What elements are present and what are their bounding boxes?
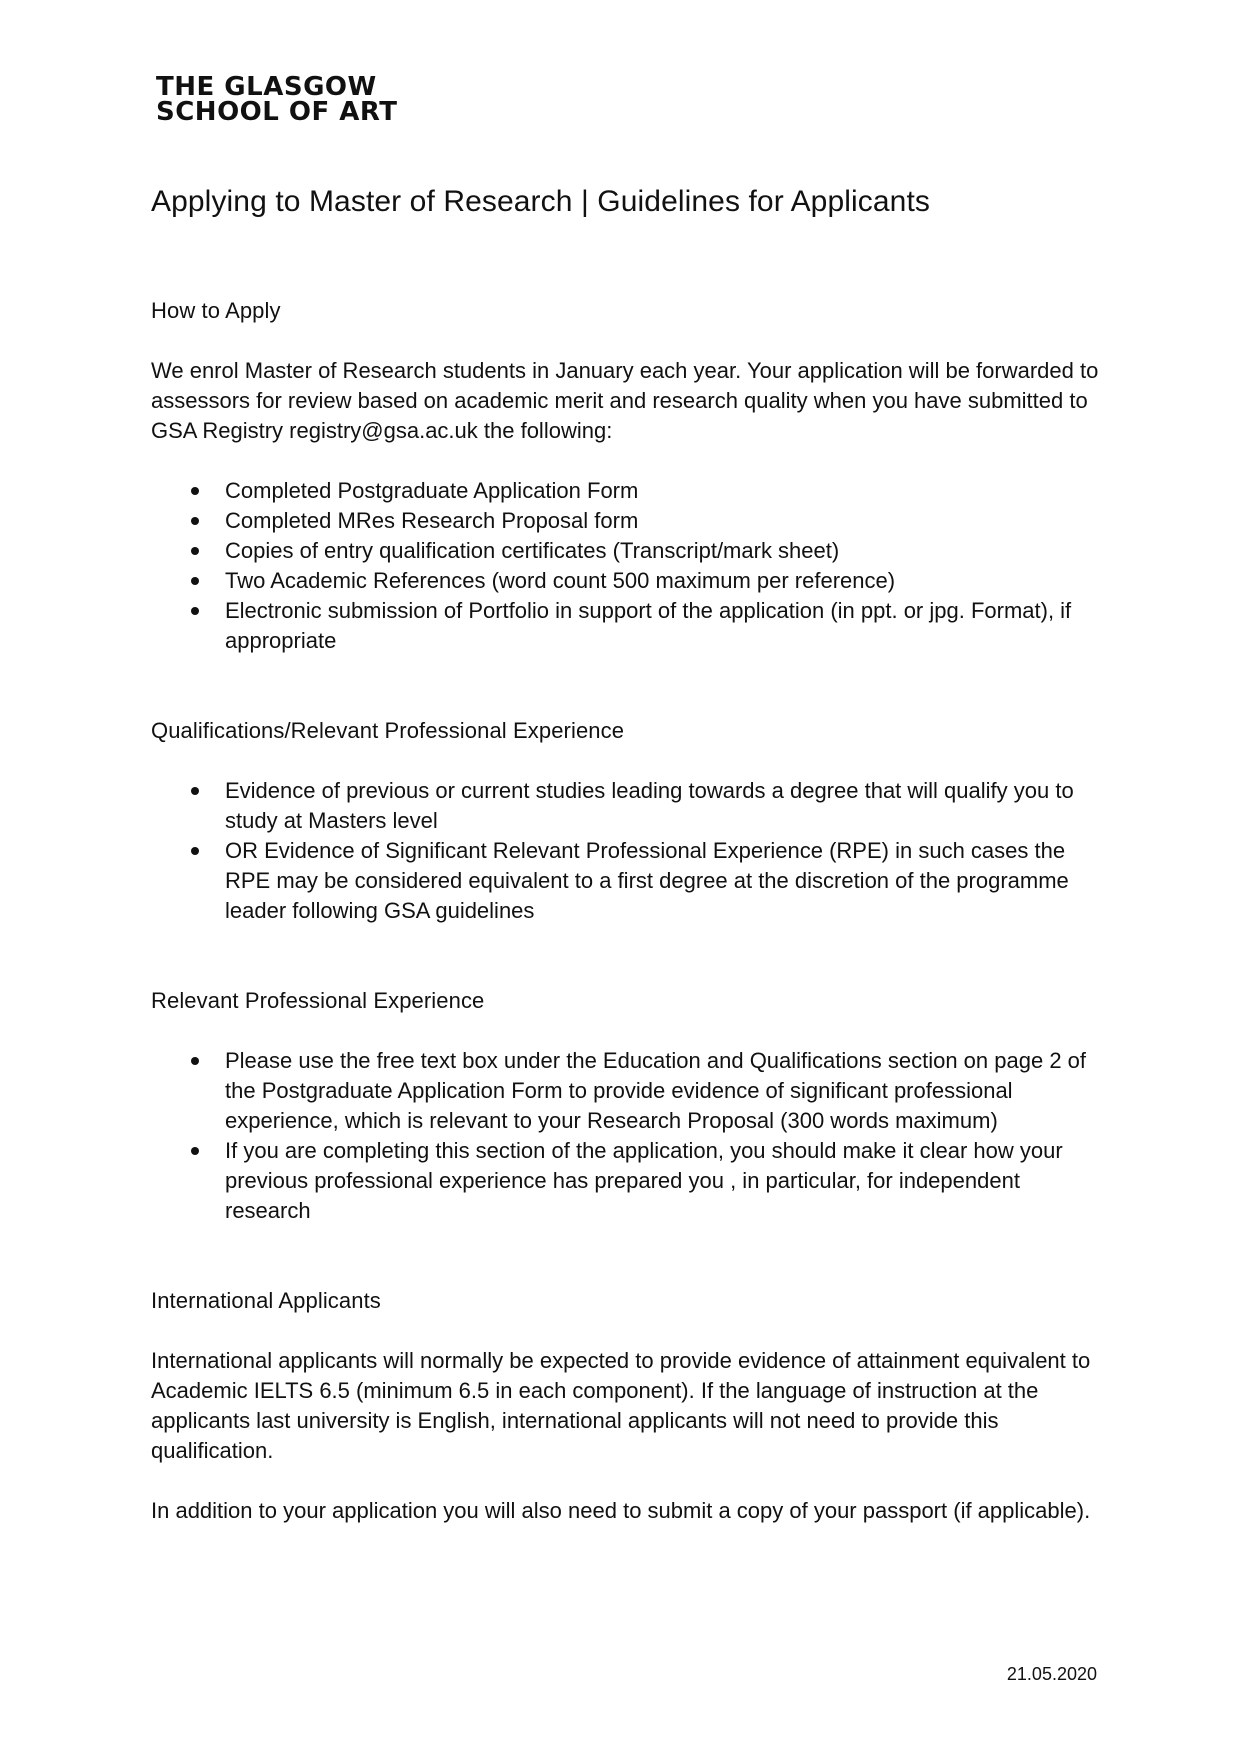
list-item: Evidence of previous or current studies leading towards a degree that will qualify you to study at Masters level bbox=[151, 776, 1111, 836]
international-paragraph-2: In addition to your application you will also need to submit a copy of your passport (if applicable). bbox=[151, 1498, 1091, 1523]
qualifications-list bbox=[151, 776, 1111, 926]
how-to-apply-paragraph: We enrol Master of Research students in January each year. Your application will be forwarded to assessors for review based on academic merit and research quality when you have submitted to GSA Registry registry@gsa.ac.uk the following: bbox=[151, 358, 1099, 443]
document-title: Applying to Master of Research | Guidelines for Applicants bbox=[151, 185, 930, 218]
list-item: Completed MRes Research Proposal form bbox=[151, 506, 1111, 536]
list-item: OR Evidence of Significant Relevant Professional Experience (RPE) in such cases the RPE may be considered equivalent to a first degree at the discretion of the programme leader following GSA guidelines bbox=[151, 836, 1111, 926]
section-heading-how-to-apply: How to Apply bbox=[151, 298, 281, 323]
list-item: Two Academic References (word count 500 maximum per reference) bbox=[151, 566, 1111, 596]
document-body bbox=[151, 176, 1111, 1526]
section-heading-relevant-experience: Relevant Professional Experience bbox=[151, 988, 485, 1013]
section-heading-qualifications: Qualifications/Relevant Professional Experience bbox=[151, 718, 625, 743]
how-to-apply-list bbox=[151, 476, 1111, 656]
relevant-experience-list bbox=[151, 1046, 1111, 1226]
logo-line-1: THE GLASGOW bbox=[156, 72, 377, 102]
glasgow-school-of-art-logo bbox=[156, 72, 398, 131]
list-item: Copies of entry qualification certificates (Transcript/mark sheet) bbox=[151, 536, 1111, 566]
list-item: Electronic submission of Portfolio in support of the application (in ppt. or jpg. Format), if appropriate bbox=[151, 596, 1111, 656]
section-heading-international: International Applicants bbox=[151, 1288, 381, 1313]
list-item: Completed Postgraduate Application Form bbox=[151, 476, 1111, 506]
logo-line-2: SCHOOL OF ART bbox=[156, 97, 398, 127]
list-item: If you are completing this section of the application, you should make it clear how your previous professional experience has prepared you , in particular, for independent research bbox=[151, 1136, 1111, 1226]
footer-date: 21.05.2020 bbox=[1006, 1664, 1097, 1684]
international-paragraph-1: International applicants will normally be expected to provide evidence of attainment equivalent to Academic IELTS 6.5 (minimum 6.5 in each component). If the language of instruction at the applicants last university is English, international applicants will not need to provide this qualification. bbox=[151, 1348, 1091, 1463]
list-item: Please use the free text box under the Education and Qualifications section on page 2 of the Postgraduate Application Form to provide evidence of significant professional experience, which is relevant to your Research Proposal (300 words maximum) bbox=[151, 1046, 1111, 1136]
